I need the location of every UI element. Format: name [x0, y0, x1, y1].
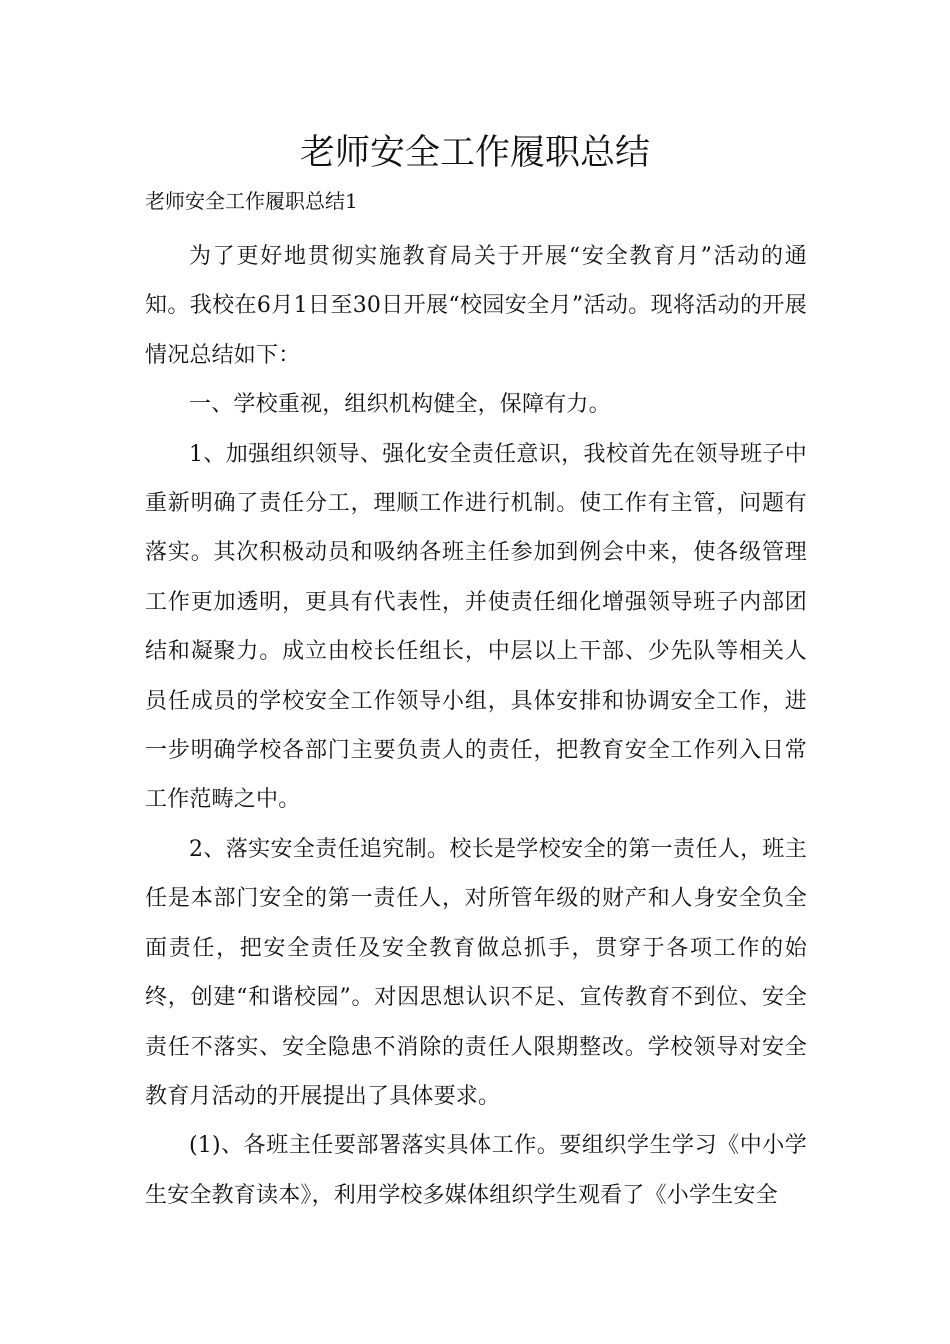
document-body: [145, 232, 807, 1220]
paragraph-intro: 为了更好地贯彻实施教育局关于开展“安全教育月”活动的通知。我校在6月1日至30日开展“校园安全月”活动。现将活动的开展情况总结如下：: [145, 244, 807, 368]
paragraph-section-one-heading: 一、学校重视，组织机构健全，保障有力。: [189, 392, 611, 418]
document-subtitle: 老师安全工作履职总结1: [145, 189, 358, 213]
paragraph-item-1: 1、加强组织领导、强化安全责任意识，我校首先在领导班子中重新明确了责任分工，理顺工作进行机制。使工作有主管，问题有落实。其次积极动员和吸纳各班主任参加到例会中来，使各级管理工作更加透明，更具有代表性，并使责任细化增强领导班子内部团结和凝聚力。成立由校长任组长，中层以上干部、少先队等相关人员任成员的学校安全工作领导小组，具体安排和协调安全工作，进一步明确学校各部门主要负责人的责任，把教育安全工作列入日常工作范畴之中。: [145, 441, 807, 813]
paragraph-item-2: 2、落实安全责任追究制。校长是学校安全的第一责任人，班主任是本部门安全的第一责任人，对所管年级的财产和人身安全负全面责任，把安全责任及安全教育做总抓手，贯穿于各项工作的始终，创建“和谐校园”。对因思想认识不足、宣传教育不到位、安全责任不落实、安全隐患不消除的责任人限期整改。学校领导对安全教育月活动的开展提出了具体要求。: [145, 836, 807, 1109]
paragraph-item-2-sub-1: (1)、各班主任要部署落实具体工作。要组织学生学习《中小学生安全教育读本》，利用学校多媒体组织学生观看了《小学生安全: [145, 1133, 807, 1208]
document-title: 老师安全工作履职总结: [299, 133, 650, 173]
